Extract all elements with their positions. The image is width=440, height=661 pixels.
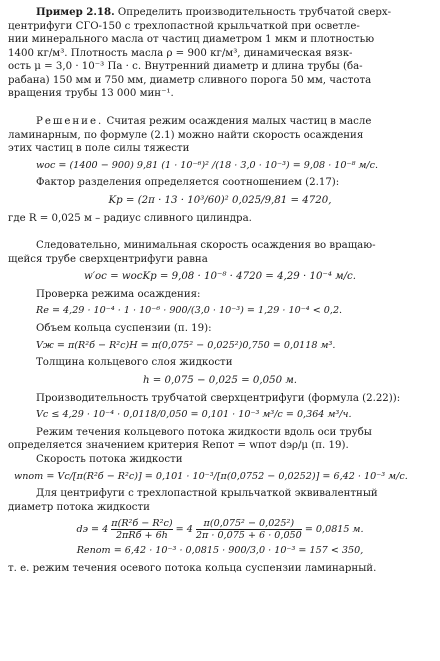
example-line-1	[8, 6, 432, 20]
example-label: Пример 2.18.	[36, 6, 115, 18]
ring-volume-text: Объем кольца суспензии (п. 19):	[36, 323, 212, 335]
example-line: рабана) 150 мм и 750 мм, диаметр сливного порога 50 мм, частота	[8, 74, 372, 86]
radius-note: где R = 0,025 м – радиус сливного цилиндра.	[8, 212, 252, 224]
layer-thickness-text: Толщина кольцевого слоя жидкости	[36, 357, 233, 369]
example-line: ость μ = 3,0 · 10⁻³ Па · с. Внутренний диаметр и длина трубы (ба-	[8, 61, 363, 73]
f11-fraction-1	[111, 518, 172, 541]
example-line: вращения трубы 13 000 мин⁻¹.	[8, 88, 174, 100]
flow-regime-text: Режим течения кольцевого потока жидкости вдоль оси трубы	[36, 426, 372, 438]
solution-text: Считая режим осаждения малых частиц в масле	[106, 115, 372, 127]
formula-ring-volume: Vж = π(R²б − R²с)H = π(0,075² − 0,025²)0,750 = 0,0118 м³.	[36, 339, 336, 351]
formula-reynolds: Re = 4,29 · 10⁻⁴ · 1 · 10⁻⁶ · 900/(3,0 · 10⁻³) = 1,29 · 10⁻⁴ < 0,2.	[36, 305, 343, 317]
flow-regime-text-2: определяется значением критерия Reпот = wпот dэρ/μ (п. 19).	[8, 440, 349, 452]
formula-flow-reynolds: Reпот = 6,42 · 10⁻³ · 0,0815 · 900/3,0 · 10⁻³ = 157 < 350,	[76, 545, 364, 557]
example-line: 1400 кг/м³. Плотность масла ρ = 900 кг/м³, динамическая вязк-	[8, 47, 353, 59]
formula-layer-thickness: h = 0,075 − 0,025 = 0,050 м.	[142, 374, 298, 386]
capacity-text: Производительность трубчатой сверхцентрифуги (формула (2.22)):	[36, 392, 401, 404]
example-text: Определить производительность трубчатой сверх-	[117, 7, 392, 18]
separation-factor-text: Фактор разделения определяется соотношением (2.17):	[36, 177, 340, 189]
f11-fraction-2	[196, 518, 302, 541]
f11-den1: 2πRб + 6h	[111, 529, 172, 541]
solution-line: ламинарным, по формуле (2.1) можно найти скорость осаждения	[8, 129, 364, 141]
formula-flow-velocity: wпот = Vс/[π(R²б − R²с)] = 0,101 · 10⁻³/[π(0,0752 − 0,0252)] = 6,42 · 10⁻³ м/с.	[14, 470, 408, 482]
f11-den2: 2π · 0,075 + 6 · 0,050	[195, 530, 302, 542]
equiv-diameter-text: Для центрифуги с трехлопастной крыльчаткой эквивалентный	[36, 488, 378, 500]
formula-settling-velocity: wос = (1400 − 900) 9,81 (1 · 10⁻⁶)² /(18 · 3,0 · 10⁻³) = 9,08 · 10⁻⁸ м/с.	[36, 159, 379, 171]
formula-separation-factor: Kр = (2π · 13 · 10³/60)² 0,025/9,81 = 4720,	[108, 194, 332, 206]
solution-line: этих частиц в поле силы тяжести	[8, 143, 190, 155]
example-line: центрифуги СГО-150 с трехлопастной крыльчаткой при осветле-	[8, 20, 360, 32]
solution-label: Решение.	[36, 115, 104, 127]
example-line: нии минерального масла от частиц диаметром 1 мкм и плотностью	[8, 34, 375, 46]
f11-lhs: dэ = 4	[76, 524, 109, 536]
solution-line-1	[8, 115, 432, 129]
formula-equiv-diameter	[8, 518, 432, 541]
f11-num1: π(R²б − R²с)	[111, 518, 173, 530]
flow-velocity-text: Скорость потока жидкости	[36, 453, 183, 465]
min-velocity-text: Следовательно, минимальная скорость осаждения во вращаю-	[36, 240, 376, 252]
regime-check-text: Проверка режима осаждения:	[36, 288, 201, 300]
f11-rhs: = 0,0815 м.	[304, 524, 364, 536]
min-velocity-text-2: щейся трубе сверхцентрифуги равна	[8, 253, 208, 265]
conclusion-text: т. е. режим течения осевого потока кольца суспензии ламинарный.	[8, 563, 377, 575]
equiv-diameter-text-2: диаметр потока жидкости	[8, 501, 150, 513]
f11-num2: π(0,075² − 0,025²)	[203, 518, 295, 530]
f11-mid: = 4	[175, 524, 193, 536]
formula-min-velocity: w′ос = wосKр = 9,08 · 10⁻⁸ · 4720 = 4,29 · 10⁻⁴ м/с.	[84, 271, 356, 283]
formula-capacity: Vс ≤ 4,29 · 10⁻⁴ · 0,0118/0,050 = 0,101 · 10⁻³ м³/с = 0,364 м³/ч.	[36, 409, 352, 421]
